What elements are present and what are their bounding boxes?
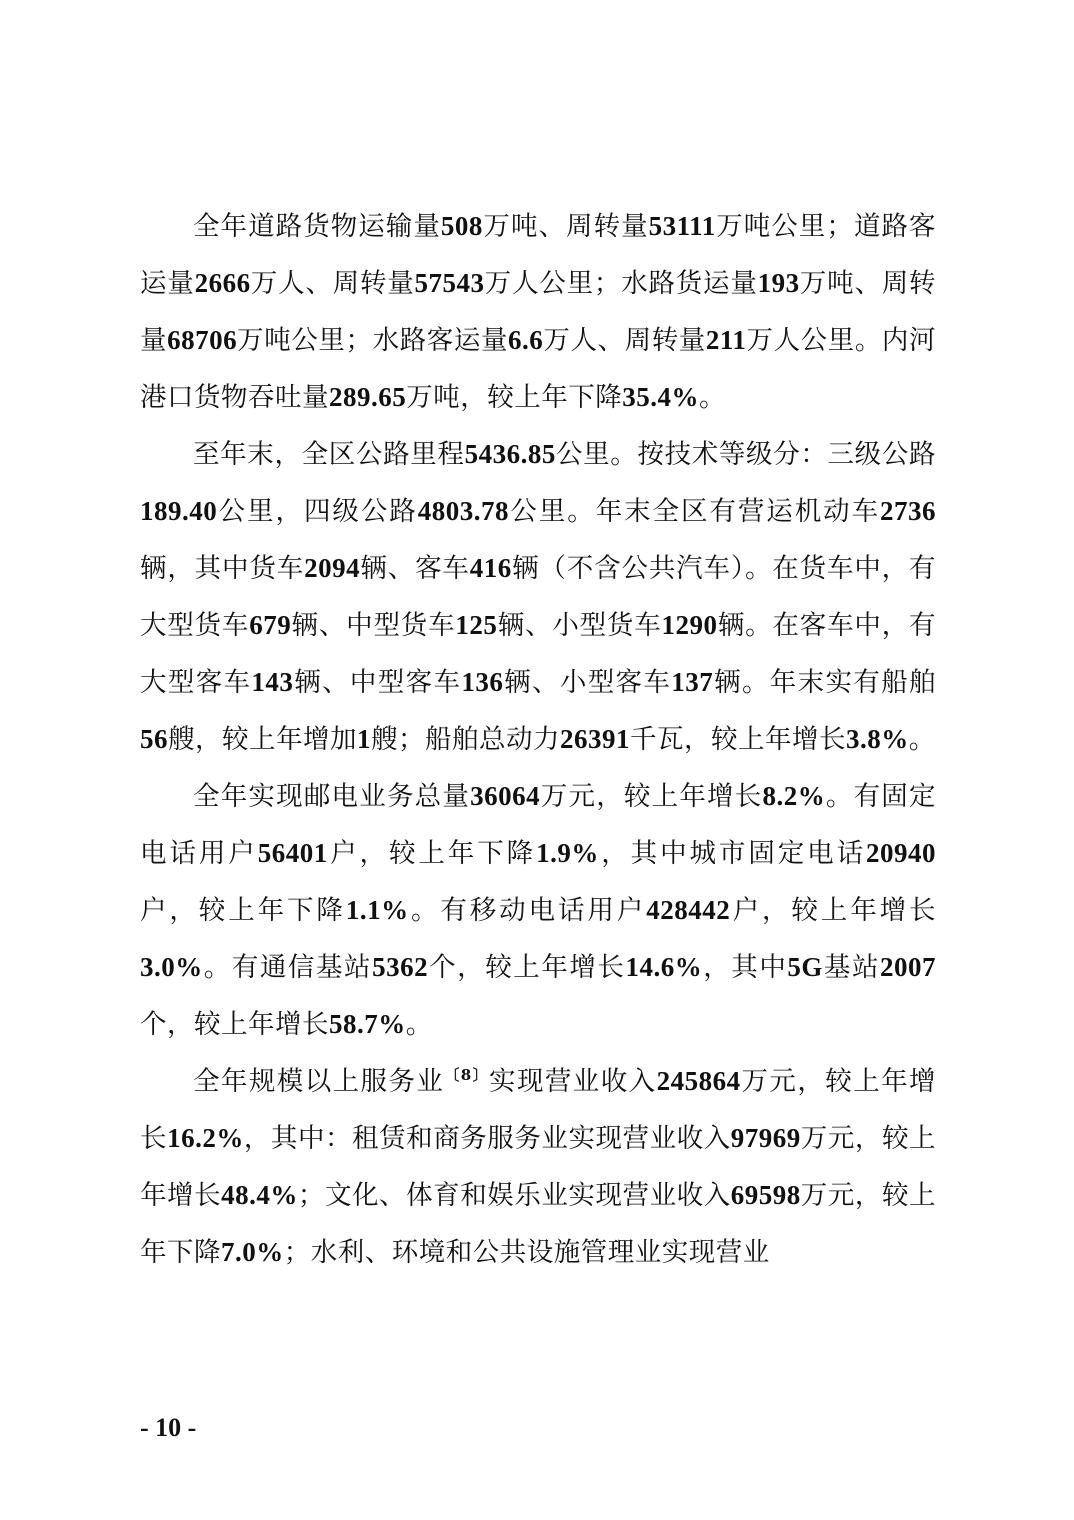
text-run: 辆、小型客车: [503, 667, 672, 698]
number-value: 48.4%: [221, 1180, 298, 1210]
number-value: 3.8%: [846, 724, 909, 754]
number-value: 16.2%: [167, 1123, 244, 1153]
text-run: 公里。按技术等级分：三级公路: [555, 439, 936, 470]
text-run: 全年道路货物运输量: [193, 211, 441, 242]
text-run: 万吨公里；水路客运量: [237, 325, 509, 356]
paragraph-transport: [140, 198, 936, 426]
text-run: 。有通信基站: [202, 952, 373, 983]
text-run: 艘，较上年增加: [168, 724, 357, 755]
number-value: 416: [469, 553, 512, 583]
number-value: 14.6%: [625, 952, 703, 982]
text-run: 个，较上年增长: [140, 1009, 329, 1040]
number-value: 58.7%: [329, 1009, 406, 1039]
number-value: 189.40: [140, 496, 218, 526]
text-run: 。有固定电话用户: [140, 781, 937, 869]
footnote-ref: 〔8〕: [444, 1066, 490, 1085]
text-run: 万吨，较上年下降: [406, 382, 623, 413]
number-value: 137: [671, 667, 714, 697]
text-run: 辆。在客车中，有大型客车: [140, 610, 937, 698]
text-run: 万吨、周转量: [140, 268, 937, 356]
text-run: 万人、周转量: [250, 268, 415, 299]
page-number: - 10 -: [140, 1413, 197, 1442]
number-value: 136: [461, 667, 504, 697]
text-run: 户，较上年下降: [140, 895, 346, 926]
text-run: 艘；船舶总动力: [371, 724, 560, 755]
text-run: 全年规模以上服务业: [193, 1066, 445, 1097]
text-run: 辆。年末实有船舶: [713, 667, 937, 698]
paragraph-roads-vehicles: [140, 426, 936, 768]
number-value: 125: [455, 610, 498, 640]
number-value: 428442: [646, 895, 731, 925]
text-run: 公里。年末全区有营运机动车: [508, 496, 881, 527]
number-value: 143: [251, 667, 294, 697]
text-run: 千瓦，较上年增长: [630, 724, 846, 755]
text-run: ；水利、环境和公共设施管理业实现营业: [283, 1237, 770, 1268]
number-value: 68706: [167, 325, 238, 355]
number-value: 1290: [661, 610, 718, 640]
text-run: 。有移动电话用户: [408, 895, 647, 926]
number-value: 289.65: [329, 382, 407, 412]
text-run: 。: [908, 724, 936, 755]
text-run: 万人公里。内河港口货物吞吐量: [140, 325, 937, 413]
paragraph-services: [140, 1053, 936, 1281]
text-run: ，其中: [702, 952, 788, 983]
text-run: 万人公里；水路货运量: [484, 268, 758, 299]
number-value: 26391: [560, 724, 630, 754]
number-value: 1: [357, 724, 371, 754]
number-value: 36064: [470, 781, 541, 811]
text-run: 辆、中型客车: [293, 667, 462, 698]
text-run: 基站: [822, 952, 881, 983]
text-run: 户，较上年下降: [327, 838, 537, 869]
number-value: 2094: [304, 553, 361, 583]
number-value: 245864: [656, 1066, 741, 1096]
number-value: 1.1%: [345, 895, 409, 925]
text-run: 万吨公里；道路客运量: [140, 211, 937, 299]
number-value: 57543: [414, 268, 485, 298]
number-value: 53111: [648, 211, 716, 241]
number-value: 1.9%: [536, 838, 599, 868]
text-run: 辆、客车: [360, 553, 470, 584]
text-run: 万吨、周转量: [482, 211, 649, 242]
number-value: 2007: [880, 952, 937, 982]
number-value: 2736: [880, 496, 937, 526]
number-value: 5G: [787, 952, 823, 982]
text-run: 万元，较上年增长: [140, 1123, 937, 1211]
number-value: 8.2%: [762, 781, 826, 811]
text-run: 至年末，全区公路里程: [193, 439, 465, 470]
text-run: 万元，较上年下降: [140, 1180, 937, 1268]
text-run: 万元，较上年增长: [540, 781, 763, 812]
text-run: 辆、小型货车: [497, 610, 662, 641]
text-run: 公里，四级公路: [217, 496, 418, 527]
number-value: 2666: [194, 268, 251, 298]
text-run: 万人、周转量: [543, 325, 706, 356]
text-run: 实现营业收入: [489, 1066, 657, 1097]
number-value: 56: [140, 724, 168, 754]
number-value: 69598: [730, 1180, 801, 1210]
number-value: 508: [440, 211, 483, 241]
text-run: 户，较上年增长: [730, 895, 937, 926]
number-value: 5362: [372, 952, 429, 982]
body-text: [140, 198, 936, 1281]
number-value: 211: [705, 325, 747, 355]
number-value: 6.6: [508, 325, 544, 355]
text-run: 全年实现邮电业务总量: [193, 781, 471, 812]
number-value: 20940: [866, 838, 937, 868]
number-value: 35.4%: [622, 382, 699, 412]
text-run: 辆、中型货车: [291, 610, 456, 641]
text-run: 辆（不含公共汽车）。在货车中，有大型货车: [140, 553, 937, 641]
text-run: ；文化、体育和娱乐业实现营业收入: [297, 1180, 731, 1211]
number-value: 679: [249, 610, 292, 640]
text-run: ，其中城市固定电话: [598, 838, 867, 869]
paragraph-telecom: [140, 768, 936, 1053]
number-value: 7.0%: [221, 1237, 284, 1267]
number-value: 193: [757, 268, 800, 298]
text-run: ，其中：租赁和商务服务业实现营业收入: [243, 1123, 731, 1154]
text-run: 辆，其中货车: [140, 553, 305, 584]
number-value: 97969: [730, 1123, 801, 1153]
text-run: 。: [699, 382, 726, 413]
number-value: 4803.78: [417, 496, 509, 526]
text-run: 。: [405, 1009, 433, 1040]
number-value: 3.0%: [140, 952, 203, 982]
text-run: 个，较上年增长: [428, 952, 626, 983]
text-run: 万元，较上年增长: [140, 1066, 937, 1154]
number-value: 5436.85: [464, 439, 556, 469]
number-value: 56401: [257, 838, 328, 868]
